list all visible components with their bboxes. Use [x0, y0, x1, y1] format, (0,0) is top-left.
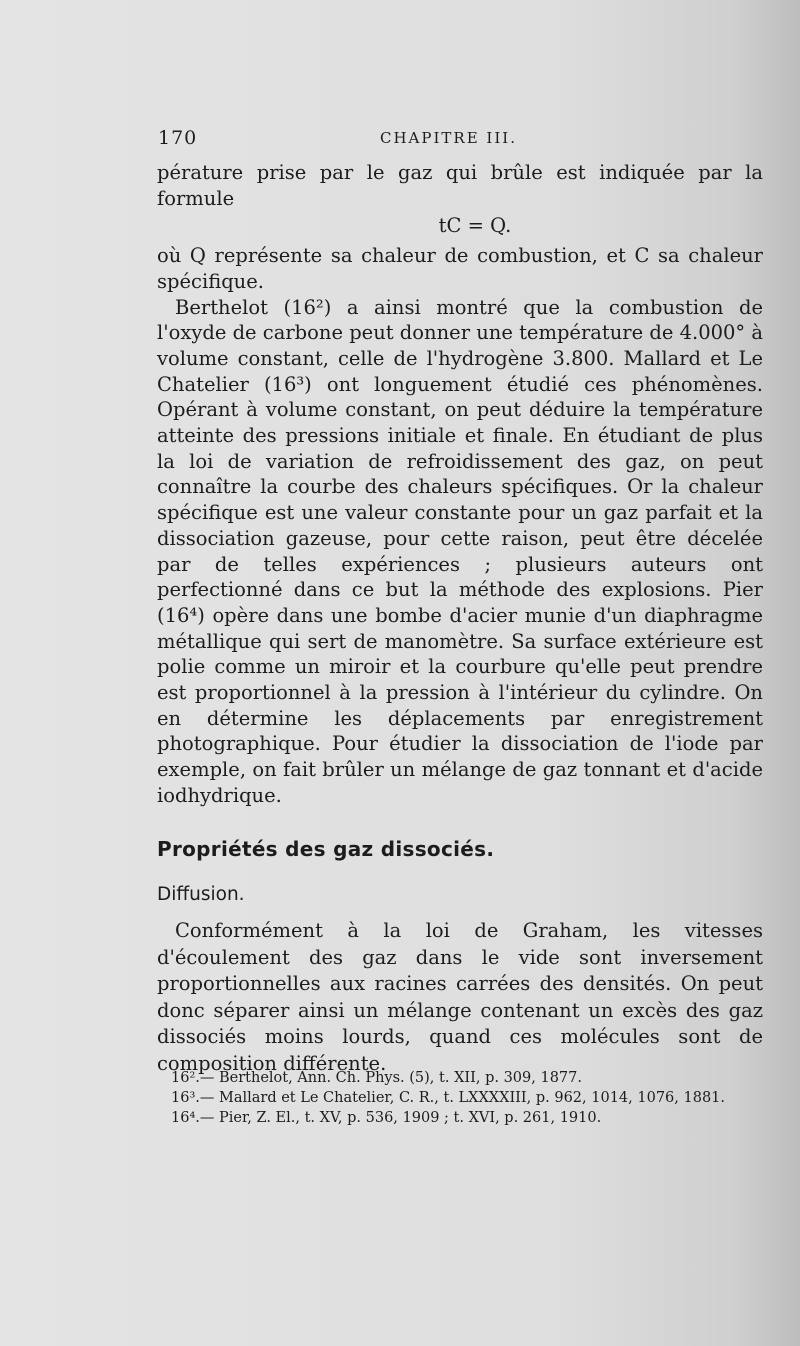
- section-heading: Propriétés des gaz dissociés.: [157, 837, 495, 861]
- paragraph-1: pérature prise par le gaz qui brûle est indiquée par la formule: [157, 161, 763, 210]
- main-text: [157, 160, 763, 809]
- footnotes: [157, 1068, 757, 1128]
- footnote: 16².— Berthelot, Ann. Ch. Phys. (5), t. XII, p. 309, 1877.: [171, 1070, 582, 1086]
- subsection-heading: Diffusion.: [157, 884, 245, 905]
- paragraph-3: Berthelot (16²) a ainsi montré que la combustion de l'oxyde de carbone peut donner une température de 4.000° à volume constant, celle de l'hydrogène 3.800. Mallard et Le Chatelier (16³) ont longuement étudié ces phénomènes. Opérant à volume constant, on peut déduire la température atteinte des pressions initiale et finale. En étudiant de plus la loi de variation de refroidissement des gaz, on peut connaître la courbe des chaleurs spécifiques. Or la chaleur spécifique est une valeur constante pour un gaz parfait et la dissociation gazeuse, pour cette raison, peut être décelée par de telles expériences ; plusieurs auteurs ont perfectionné dans ce but la méthode des explosions. Pier (16⁴) opère dans une bombe d'acier munie d'un diaphragme métallique qui sert de manomètre. Sa surface extérieure est polie comme un miroir et la courbure qu'elle peut prendre est proportionnel à la pression à l'intérieur du cylindre. On en détermine les déplacements par enregistrement photographique. Pour étudier la dissociation de l'iode par exemple, on fait brûler un mélange de gaz tonnant et d'acide iodhydrique.: [157, 295, 763, 807]
- section-text: [157, 918, 763, 1077]
- footnote: 16⁴.— Pier, Z. El., t. XV, p. 536, 1909 ; t. XVI, p. 261, 1910.: [171, 1110, 602, 1126]
- page-header: [158, 127, 758, 151]
- chapter-title: CHAPITRE III.: [380, 129, 517, 147]
- footnote: 16³.— Mallard et Le Chatelier, C. R., t. LXXXXIII, p. 962, 1014, 1076, 1881.: [171, 1090, 726, 1106]
- page-number: 170: [158, 127, 198, 149]
- paragraph-2: où Q représente sa chaleur de combustion, et C sa chaleur spécifique.: [157, 244, 763, 293]
- section-paragraph: Conformément à la loi de Graham, les vitesses d'écoulement des gaz dans le vide sont inversement proportionnelles aux racines carrées des densités. On peut donc séparer ainsi un mélange contenant un excès des gaz dissociés moins lourds, quand ces molécules sont de composition différente.: [157, 919, 763, 1075]
- formula: tC = Q.: [438, 214, 512, 238]
